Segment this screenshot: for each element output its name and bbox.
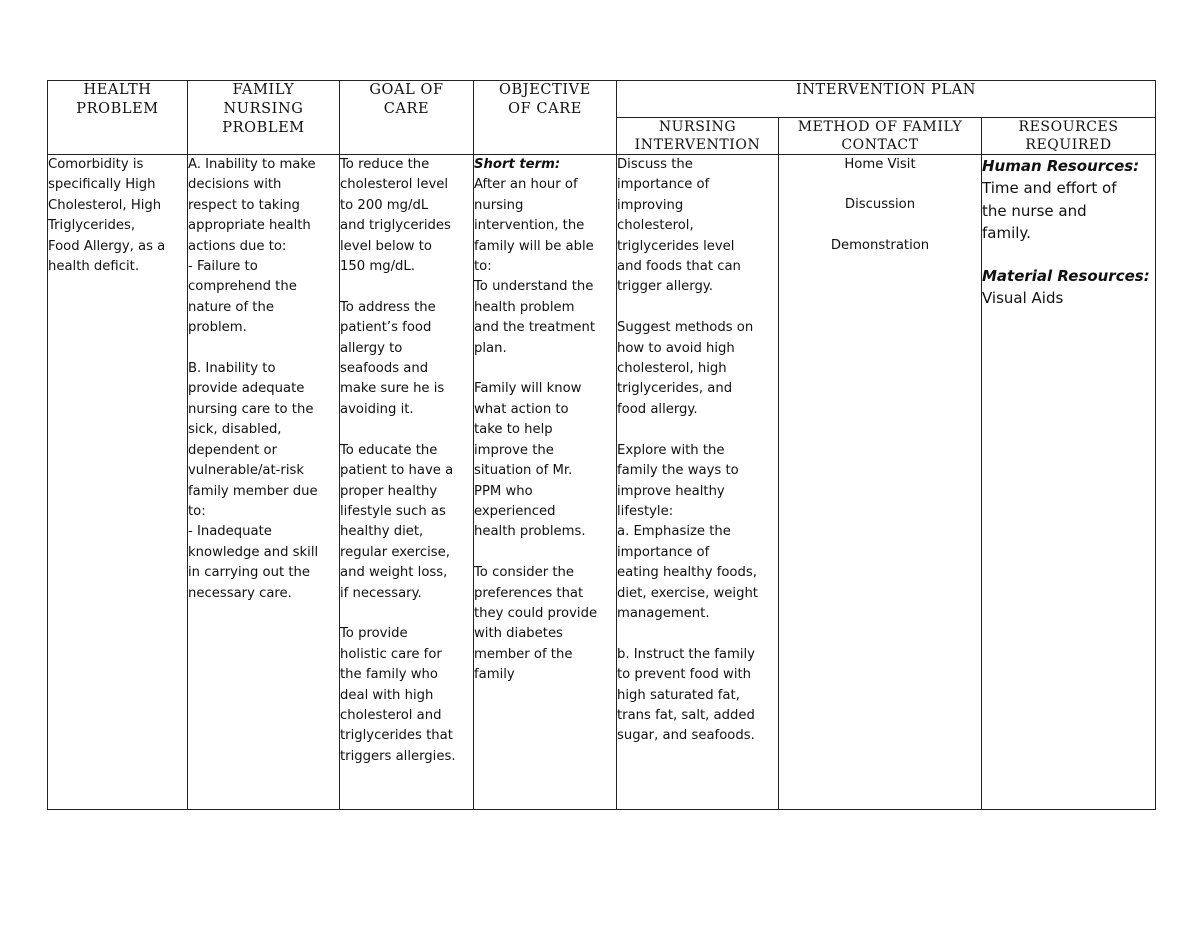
nursing-intervention-cell: Discuss the importance of improving cholesterol, triglycerides level and foods that can trigger allergy. Suggest methods on how to avoid high cholesterol, high triglycerides, and food allergy. Explore with the family the ways to improve healthy lifestyle: a. Emphasize the importance of eating healthy foods, diet, exercise, weight management. b. Instruct the family to prevent food with high saturated fat, trans fat, salt, added sugar, and seafoods.	[617, 155, 779, 810]
material-resources-label: Material Resources:	[982, 266, 1150, 285]
method-discussion: Discussion	[844, 197, 916, 213]
method-of-family-contact-cell	[779, 155, 982, 810]
human-resources-label: Human Resources:	[982, 157, 1140, 175]
resources-required-cell	[982, 155, 1156, 810]
objective-of-care-cell	[474, 155, 617, 810]
header-nursing-intervention: NURSING INTERVENTION	[617, 118, 779, 155]
header-intervention-plan: INTERVENTION PLAN	[617, 81, 1156, 118]
health-problem-cell: Comorbidity is specifically High Cholesterol, High Triglycerides, Food Allergy, as a health deficit.	[48, 155, 188, 810]
goal-of-care-cell: To reduce the cholesterol level to 200 mg/dL and triglycerides level below to 150 mg/dL. To address the patient’s food allergy to seafoods and make sure he is avoiding it. To educate the patient to have a proper healthy lifestyle such as healthy diet, regular exercise, and weight loss, if necessary. To provide holistic care for the family who deal with high cholesterol and triglycerides that triggers allergies.	[340, 155, 474, 810]
objective-of-care-text: After an hour of nursing intervention, the family will be able to: To understand the health problem and the treatment plan. Family will know what action to take to help improve the situation of Mr. PPM who experienced health problems. To consider the preferences that they could provide with diabetes member of the family	[474, 177, 598, 683]
family-care-plan-table	[47, 80, 1156, 810]
header-objective-of-care: OBJECTIVE OF CARE	[474, 81, 617, 155]
method-demonstration: Demonstration	[830, 237, 930, 253]
family-nursing-problem-cell: A. Inability to make decisions with respect to taking appropriate health actions due to: - Failure to comprehend the nature of the problem. B. Inability to provide adequate nursing care to the sick, disabled, dependent or vulnerable/at-risk family member due to: - Inadequate knowledge and skill in carrying out the necessary care.	[188, 155, 340, 810]
header-method-of-family-contact: METHOD OF FAMILY CONTACT	[779, 118, 982, 155]
header-resources-required: RESOURCES REQUIRED	[982, 118, 1156, 155]
human-resources-text: Time and effort of the nurse and family.	[982, 179, 1117, 242]
short-term-label: Short term:	[474, 157, 561, 172]
header-row	[48, 81, 1156, 118]
header-goal-of-care: GOAL OF CARE	[340, 81, 474, 155]
header-health-problem: HEALTH PROBLEM	[48, 81, 188, 155]
header-family-nursing-problem: FAMILY NURSING PROBLEM	[188, 81, 340, 155]
material-resources-text: Visual Aids	[982, 288, 1064, 307]
care-plan-row	[48, 155, 1156, 810]
method-home-visit: Home Visit	[844, 157, 916, 172]
